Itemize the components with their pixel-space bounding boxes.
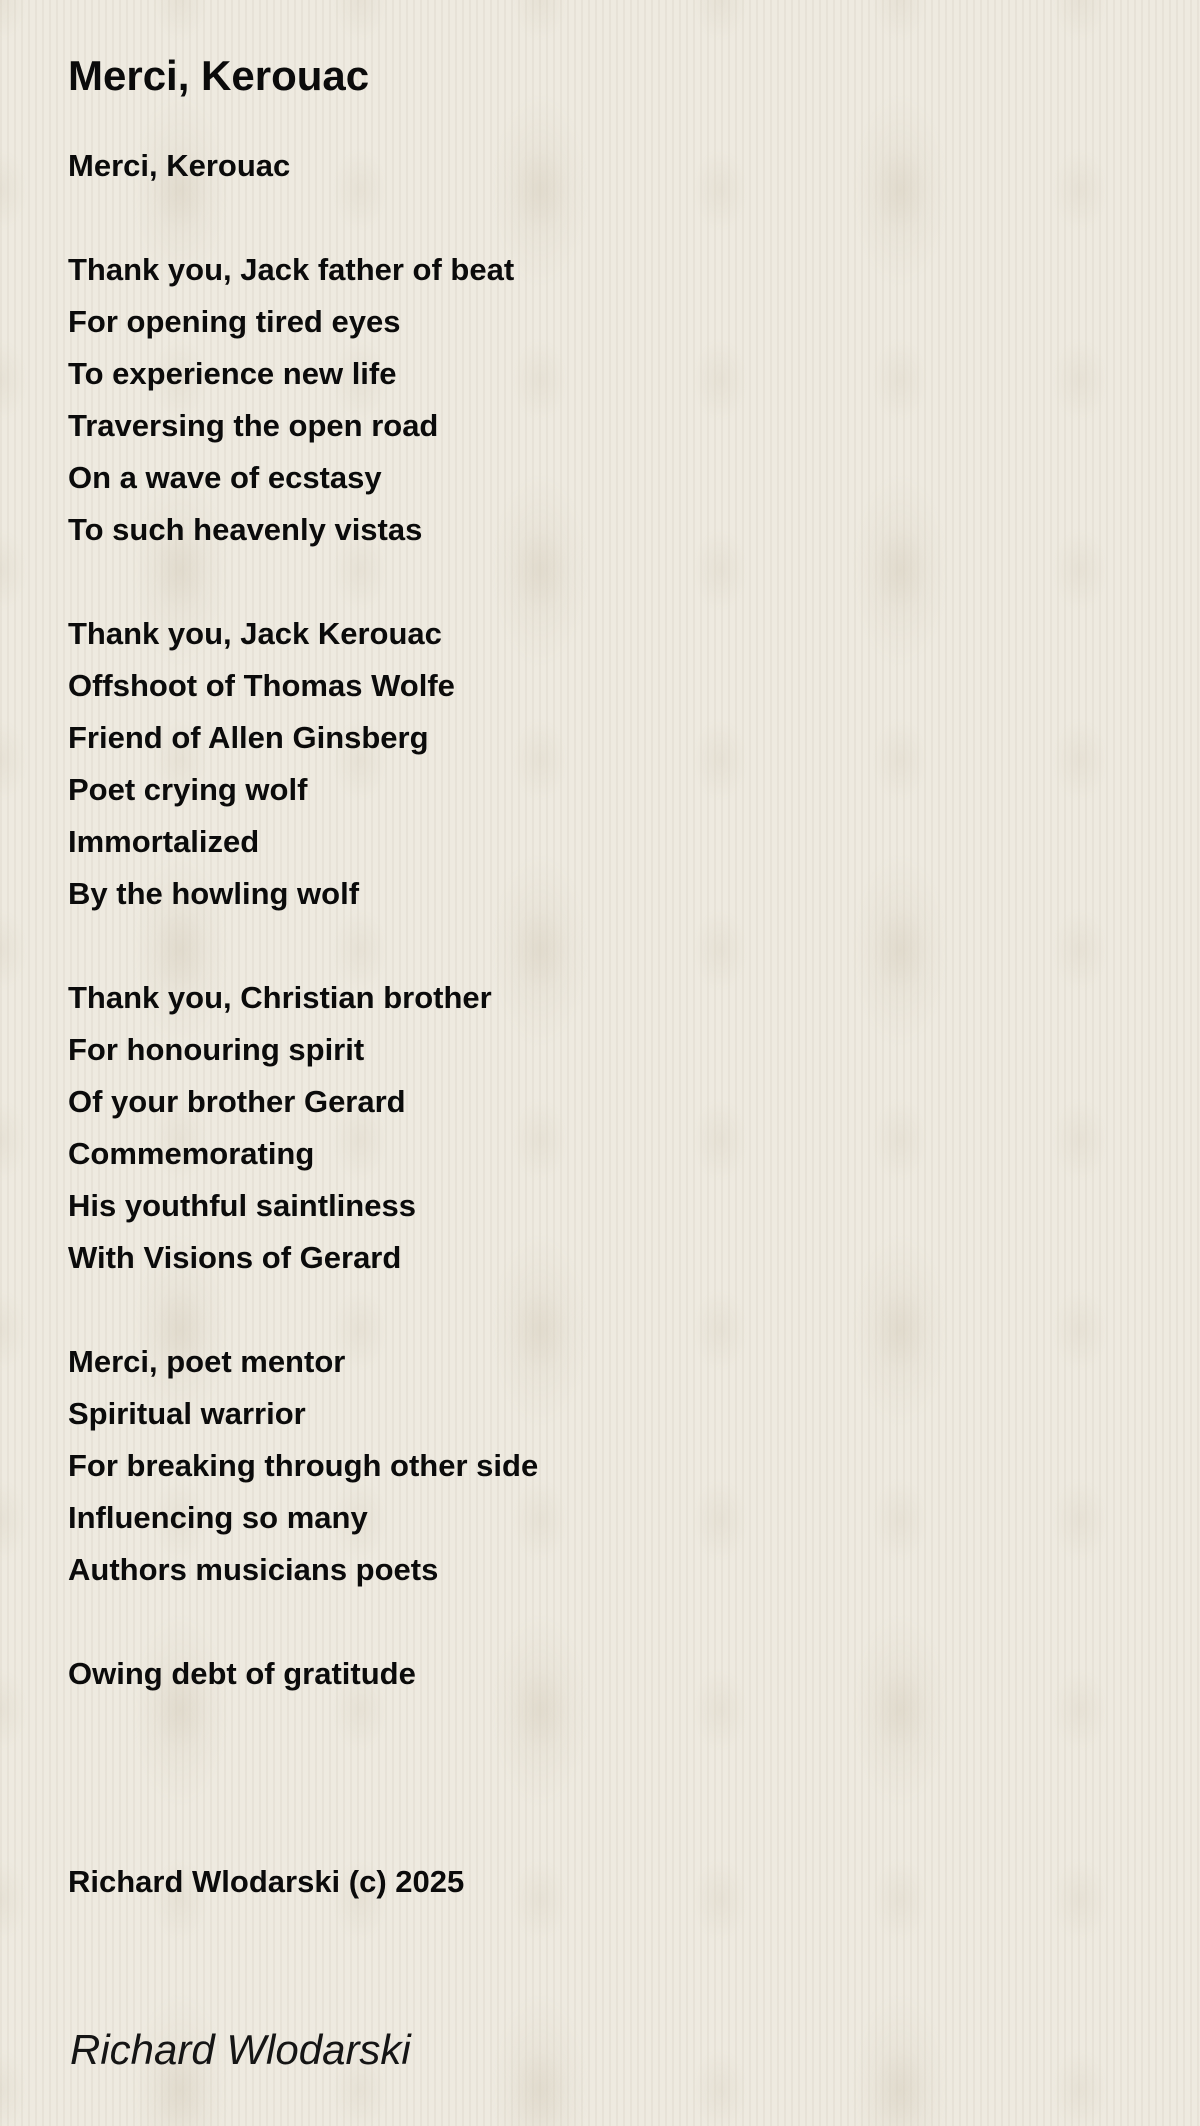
poem-line: For honouring spirit [68, 1032, 365, 1067]
copyright-line: Richard Wlodarski (c) 2025 [68, 1864, 465, 1899]
poem-line: Traversing the open road [68, 408, 439, 443]
poem-line: Thank you, Jack father of beat [68, 252, 515, 287]
poem-line: Owing debt of gratitude [68, 1656, 416, 1691]
poem-line: Merci, poet mentor [68, 1344, 346, 1379]
poem-line: Poet crying wolf [68, 772, 308, 807]
poem-line: Thank you, Jack Kerouac [68, 616, 442, 651]
poem-title: Merci, Kerouac [68, 52, 370, 99]
poem-line: By the howling wolf [68, 876, 360, 911]
poem-body [68, 140, 1148, 1908]
poem-line: Spiritual warrior [68, 1396, 306, 1431]
poem-line: For breaking through other side [68, 1448, 539, 1483]
poem-line [68, 920, 1148, 972]
poem-line: Authors musicians poets [68, 1552, 439, 1587]
poem-page [68, 48, 1148, 1908]
poem-line: With Visions of Gerard [68, 1240, 402, 1275]
poem-line: His youthful saintliness [68, 1188, 416, 1223]
poem-line [68, 192, 1148, 244]
poem-line [68, 1804, 1148, 1856]
poem-line: For opening tired eyes [68, 304, 401, 339]
poem-line [68, 1752, 1148, 1804]
poem-line: To experience new life [68, 356, 397, 391]
poem-line: Thank you, Christian brother [68, 980, 492, 1015]
poem-line: Merci, Kerouac [68, 148, 291, 183]
poem-line: Of your brother Gerard [68, 1084, 406, 1119]
poem-line: Influencing so many [68, 1500, 368, 1535]
poem-line: Friend of Allen Ginsberg [68, 720, 429, 755]
poem-line: Commemorating [68, 1136, 315, 1171]
author-signature: Richard Wlodarski [70, 2026, 411, 2073]
poem-line [68, 1700, 1148, 1752]
poem-line: To such heavenly vistas [68, 512, 423, 547]
poem-line [68, 1596, 1148, 1648]
poem-line [68, 1284, 1148, 1336]
poem-line: Offshoot of Thomas Wolfe [68, 668, 455, 703]
poem-line: Immortalized [68, 824, 260, 859]
poem-line: On a wave of ecstasy [68, 460, 382, 495]
poem-line [68, 556, 1148, 608]
